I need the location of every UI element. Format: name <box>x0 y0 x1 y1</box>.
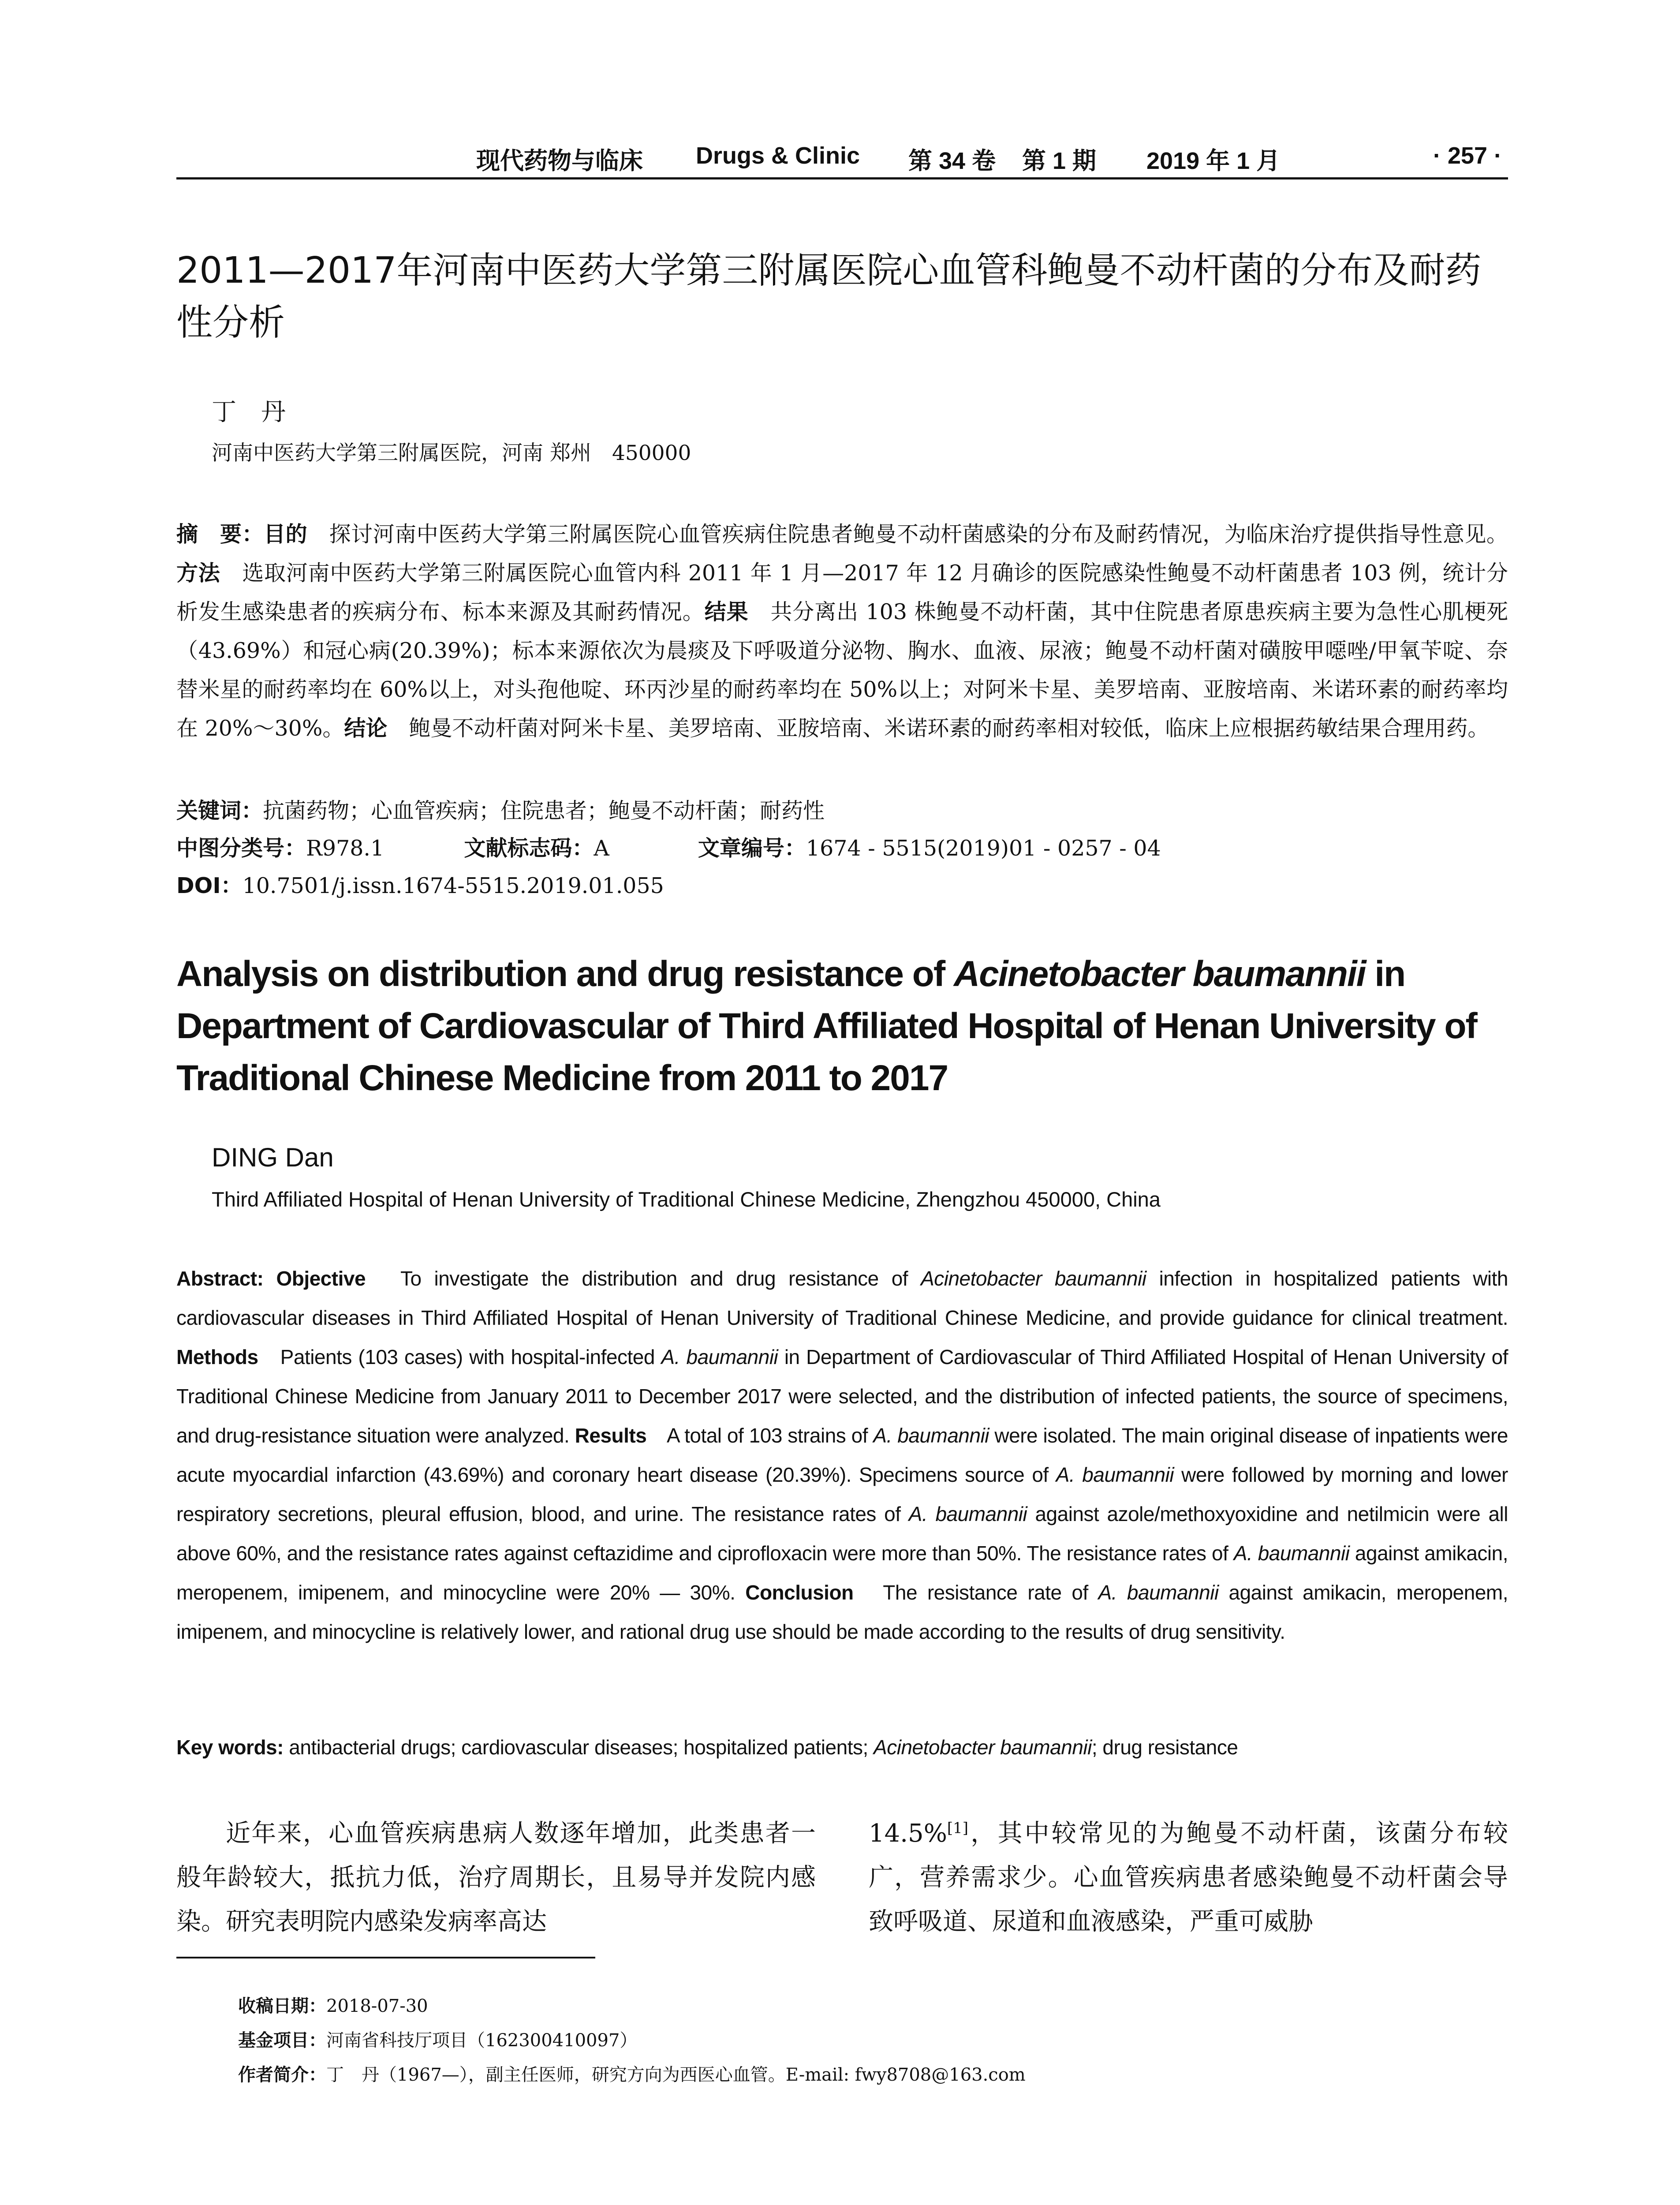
page-number: · 257 · <box>1433 142 1502 169</box>
methods-label-en: Methods <box>176 1345 258 1368</box>
journal-date: 2019 年 1 月 <box>1146 148 1281 174</box>
received-date: 2018-07-30 <box>326 1996 428 2016</box>
english-abstract <box>176 1259 1508 1652</box>
keywords-text-cn: 抗菌药物；心血管疾病；住院患者；鲍曼不动杆菌；耐药性 <box>263 798 825 823</box>
chinese-abstract <box>176 515 1508 748</box>
journal-name-en: Drugs & Clinic <box>696 142 860 169</box>
keywords-label-cn: 关键词： <box>176 798 263 823</box>
body-right-text-a: 14.5% <box>869 1819 947 1848</box>
clc-value: R978.1 <box>306 836 385 861</box>
reference-citation[interactable]: [1] <box>947 1819 969 1837</box>
author-info-label: 作者简介： <box>238 2065 326 2085</box>
conclusion-text-cn: 鲍曼不动杆菌对阿米卡星、美罗培南、亚胺培南、米诺环素的耐药率相对较低，临床上应根据药敏结果合理用药。 <box>387 716 1490 741</box>
objective-text-en-b: infection in hospitalized patients with cardiovascular diseases in Third Affiliated Hospital of Henan University of Traditional Chinese Medicine, and provide guidance for clinical treatment. <box>176 1267 1508 1329</box>
keywords-text-en-b: ; drug resistance <box>1091 1736 1238 1759</box>
author-info-line <box>238 2058 1517 2092</box>
results-text-en-d: against azole/methoxyoxidine and netilmicin were all above 60%, and the resistance rates against ceftazidime and ciprofloxacin were more than 50%. The resistance rates of <box>176 1502 1508 1565</box>
english-author: DING Dan <box>212 1143 334 1172</box>
journal-issue: 第 1 期 <box>1022 148 1097 174</box>
header-rule <box>176 177 1508 179</box>
species-name: A. baumannii <box>1056 1463 1174 1486</box>
objective-label-cn: 目的 <box>264 522 308 547</box>
methods-text-en-a: Patients (103 cases) with hospital-infected <box>258 1345 661 1368</box>
objective-label-en: Objective <box>276 1267 366 1290</box>
article-no-value: 1674 - 5515(2019)01 - 0257 - 04 <box>806 836 1161 861</box>
objective-text-cn: 探讨河南中医药大学第三附属医院心血管疾病住院患者鲍曼不动杆菌感染的分布及耐药情况，为临床治疗提供指导性意见。 <box>307 522 1508 547</box>
methods-text-en-b: in Department of Cardiovascular of Third Affiliated Hospital of Henan University of Traditional Chinese Medicine from January 2011 to December 2017 were selected, and the distribution of infected patients, the source of specimens, and drug-resistance situation were analyzed. <box>176 1345 1508 1447</box>
abstract-label-en: Abstract: <box>176 1267 264 1290</box>
journal-volume: 第 34 卷 <box>908 148 996 174</box>
keywords-label-en: Key words: <box>176 1736 284 1759</box>
results-label-cn: 结果 <box>704 599 749 624</box>
objective-text-en-a: To investigate the distribution and drug resistance of <box>366 1267 921 1290</box>
species-name: Acinetobacter baumannii <box>921 1267 1146 1290</box>
species-name: Acinetobacter baumannii <box>874 1736 1092 1759</box>
english-title-species: Acinetobacter baumannii <box>953 954 1366 994</box>
body-right-text-b: ，其中较常见的为鲍曼不动杆菌，该菌分布较广，营养需求少。心血管疾病患者感染鲍曼不动杆菌会导致呼吸道、尿道和血液感染，严重可威胁 <box>869 1819 1508 1936</box>
species-name: A. baumannii <box>661 1345 778 1368</box>
english-title-part2: in Department of Cardiovascular of Third Affiliated Hospital of Henan University of Traditional Chinese Medicine from 2011 to 2017 <box>176 954 1477 1098</box>
author-info-text: 丁 丹（1967—），副主任医师，研究方向为西医心血管。E-mail: fwy8708@163.com <box>326 2065 1026 2085</box>
results-text-en-a: A total of 103 strains of <box>646 1424 874 1447</box>
body-column-left: 近年来，心血管疾病患病人数逐年增加，此类患者一般年龄较大，抵抗力低，治疗周期长，且易导并发院内感染。研究表明院内感染发病率高达 <box>176 1819 816 1936</box>
conclusion-label-en: Conclusion <box>745 1581 854 1604</box>
clc-label: 中图分类号： <box>176 836 306 861</box>
classification-line <box>176 831 1161 862</box>
doc-code-label: 文献标志码： <box>464 836 594 861</box>
journal-name-cn: 现代药物与临床 <box>476 148 643 174</box>
chinese-affiliation: 河南中医药大学第三附属医院，河南 郑州 450000 <box>212 441 691 465</box>
footnote-rule <box>176 1957 595 1958</box>
species-name: A. baumannii <box>1233 1542 1350 1565</box>
results-label-en: Results <box>575 1424 647 1447</box>
conclusion-text-en-a: The resistance rate of <box>853 1581 1098 1604</box>
chinese-title: 2011—2017年河南中医药大学第三附属医院心血管科鲍曼不动杆菌的分布及耐药性分析 <box>176 250 1482 344</box>
received-date-line <box>238 1989 1517 2023</box>
keywords-text-en-a: antibacterial drugs; cardiovascular diseases; hospitalized patients; <box>283 1736 874 1759</box>
footnotes <box>238 1989 1517 2092</box>
species-name: A. baumannii <box>1098 1581 1219 1604</box>
fund-label: 基金项目： <box>238 2030 326 2051</box>
body-column-right <box>869 1812 1508 1944</box>
results-text-en-b: were isolated. The main original disease of inpatients were acute myocardial infarction (43.69%) and coronary heart disease (20.39%). Specimens source of <box>176 1424 1508 1486</box>
doc-code-value: A <box>594 836 609 861</box>
results-text-cn: 共分离出 103 株鲍曼不动杆菌，其中住院患者原患疾病主要为急性心肌梗死（43.69%）和冠心病(20.39%)；标本来源依次为晨痰及下呼吸道分泌物、胸水、血液、尿液；鲍曼不动杆菌对磺胺甲噁唑/甲氧苄啶、奈替米星的耐药率均在 60%以上，对头孢他啶、环丙沙星的耐药率均在 50%以上；对阿米卡星、美罗培南、亚胺培南、米诺环素的耐药率均在 20%～30%。 <box>176 599 1508 741</box>
english-title-part1: Analysis on distribution and drug resistance of <box>176 954 954 994</box>
fund-line <box>238 2023 1517 2058</box>
abstract-label-cn: 摘 要： <box>176 522 264 547</box>
doi-value: 10.7501/j.issn.1674-5515.2019.01.055 <box>242 873 664 898</box>
results-text-en-c: were followed by morning and lower respiratory secretions, pleural effusion, blood, and urine. The resistance rates of <box>176 1463 1508 1525</box>
english-title <box>176 948 1512 1104</box>
chinese-author: 丁 丹 <box>212 398 286 426</box>
species-name: A. baumannii <box>908 1502 1027 1525</box>
fund-text: 河南省科技厅项目（162300410097） <box>326 2030 638 2051</box>
methods-label-cn: 方法 <box>176 561 220 586</box>
species-name: A. baumannii <box>873 1424 989 1447</box>
english-keywords <box>176 1728 1508 1767</box>
doi-label: DOI： <box>176 873 243 898</box>
article-no-label: 文章编号： <box>698 836 806 861</box>
english-affiliation: Third Affiliated Hospital of Henan University of Traditional Chinese Medicine, Zhengzhou 450000, China <box>212 1188 1161 1211</box>
received-label: 收稿日期： <box>238 1996 326 2016</box>
running-header <box>176 140 1508 176</box>
methods-text-cn: 选取河南中医药大学第三附属医院心血管内科 2011 年 1 月—2017 年 12 月确诊的医院感染性鲍曼不动杆菌患者 103 例，统计分析发生感染患者的疾病分布、标本来源及其耐药情况。 <box>176 561 1508 624</box>
conclusion-text-en-b: against amikacin, meropenem, imipenem, and minocycline is relatively lower, and rational drug use should be made according to the results of drug sensitivity. <box>176 1581 1508 1643</box>
results-text-en-e: against amikacin, meropenem, imipenem, and minocycline were 20% — 30%. <box>176 1542 1508 1604</box>
chinese-keywords <box>176 794 825 825</box>
conclusion-label-cn: 结论 <box>344 716 388 741</box>
doi-line <box>176 869 664 900</box>
